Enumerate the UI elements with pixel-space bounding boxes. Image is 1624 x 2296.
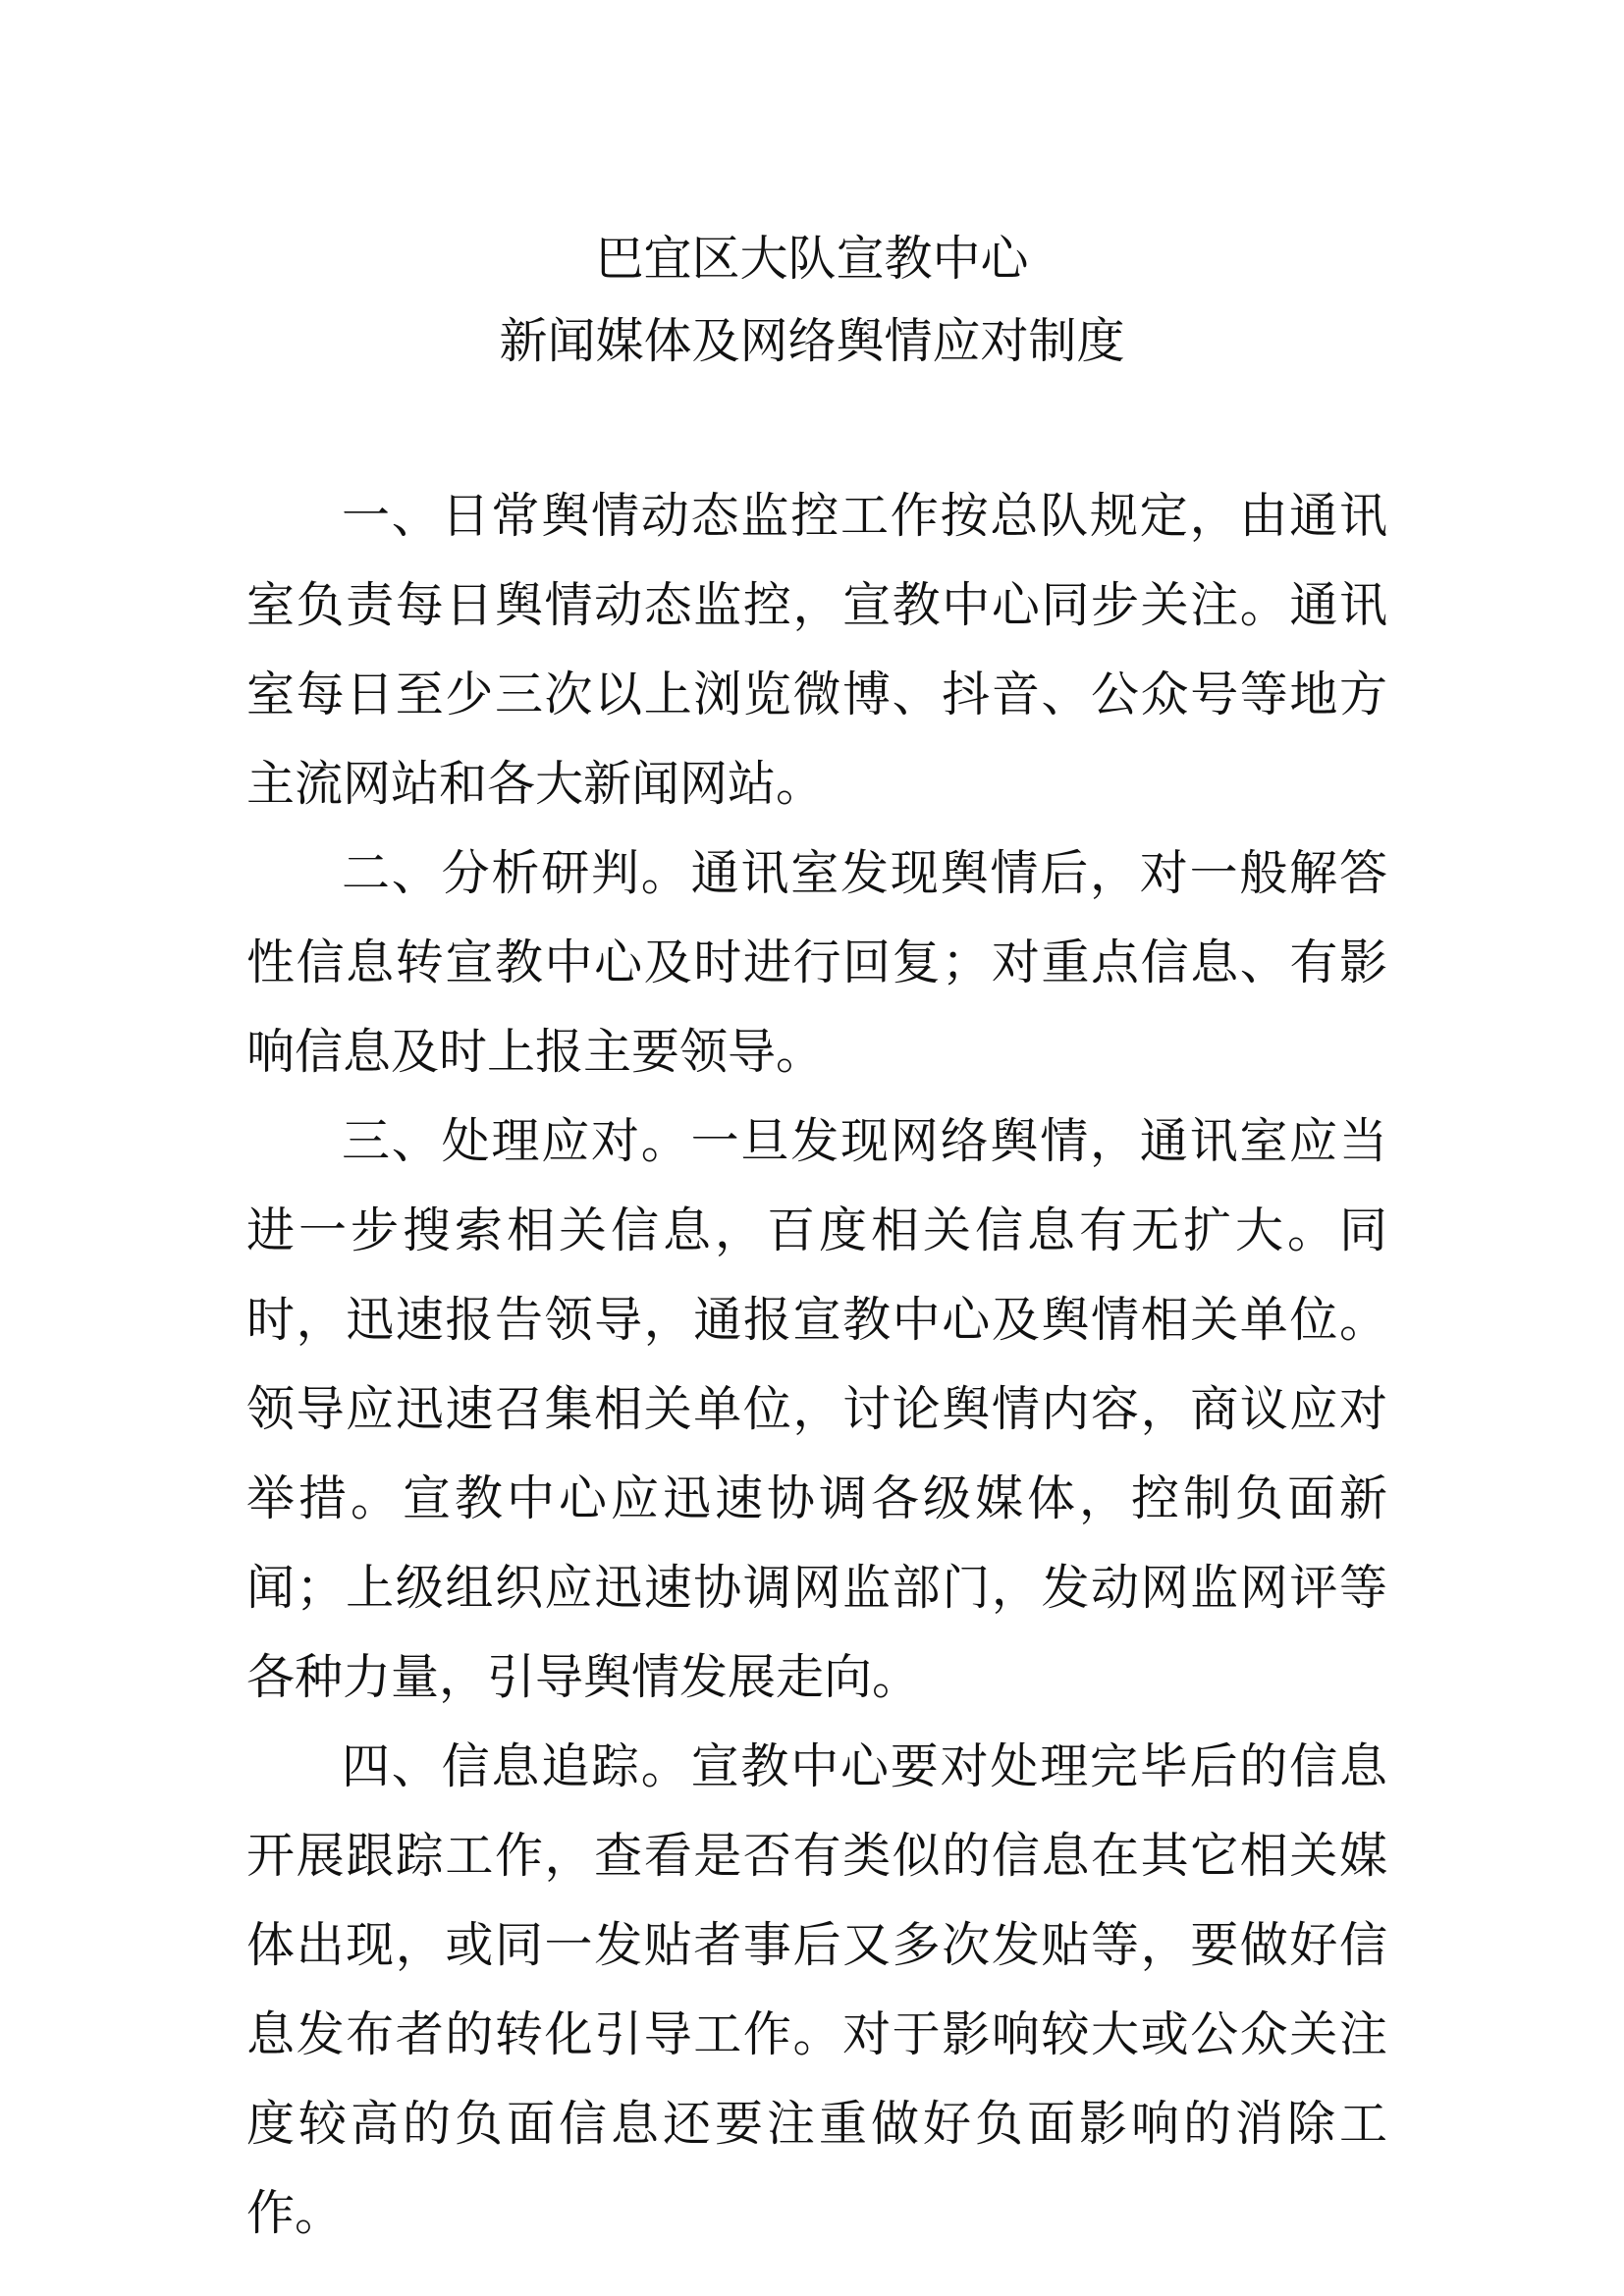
paragraph-3: 三、处理应对。一旦发现网络舆情，通讯室应当进一步搜索相关信息，百度相关信息有无扩大。同时，迅速报告领导，通报宣教中心及舆情相关单位。领导应迅速召集相关单位，讨论舆情内容，商议应对举措。宣教中心应迅速协调各级媒体，控制负面新闻；上级组织应迅速协调网监部门，发动网监网评等各种力量，引导舆情发展走向。 <box>246 1113 1387 1705</box>
paragraph-4: 四、信息追踪。宣教中心要对处理完毕后的信息开展跟踪工作，查看是否有类似的信息在其它相关媒体出现，或同一发贴者事后又多次发贴等，要做好信息发布者的转化引导工作。对于影响较大或公众关注度较高的负面信息还要注重做好负面影响的消除工作。 <box>246 1738 1387 2241</box>
document-title <box>0 218 1624 383</box>
paragraph-2: 二、分析研判。通讯室发现舆情后，对一般解答性信息转宣教中心及时进行回复；对重点信息、有影响信息及时上报主要领导。 <box>246 845 1387 1080</box>
title-line-1: 巴宜区大队宣教中心 <box>595 231 1029 287</box>
document-body <box>246 471 1387 2258</box>
title-line-2: 新闻媒体及网络舆情应对制度 <box>499 313 1125 369</box>
paragraph-1: 一、日常舆情动态监控工作按总队规定，由通讯室负责每日舆情动态监控，宣教中心同步关注。通讯室每日至少三次以上浏览微博、抖音、公众号等地方主流网站和各大新闻网站。 <box>246 488 1387 812</box>
